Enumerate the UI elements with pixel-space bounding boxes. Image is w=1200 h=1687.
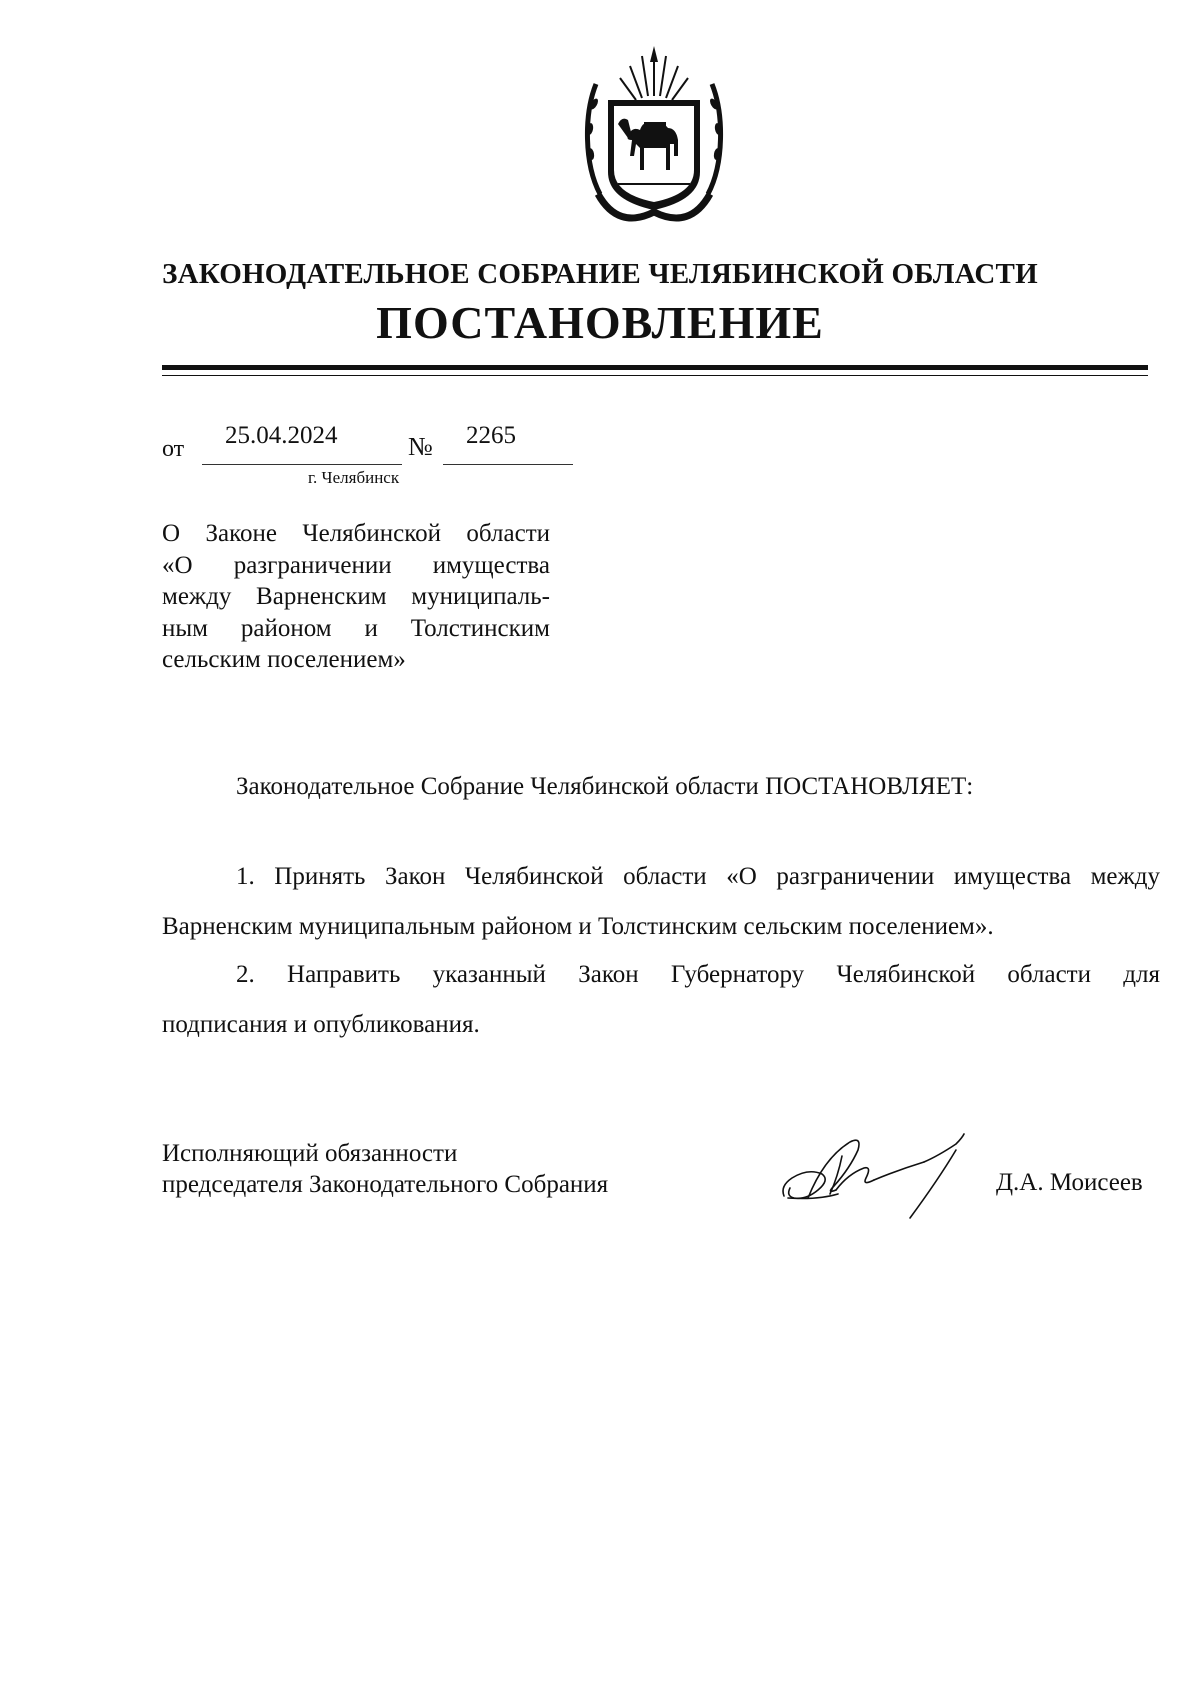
document-number: 2265 xyxy=(466,422,516,449)
resolution-item-line: 1. Принять Закон Челябинской области «О разграничении имущества между xyxy=(236,863,1160,890)
signer-role-line: председателя Законодательного Собрания xyxy=(162,1171,609,1198)
resolution-statement: Законодательное Собрание Челябинской области ПОСТАНОВЛЯЕТ: xyxy=(236,773,974,800)
subject-line: между Варненским муниципаль- xyxy=(162,583,550,610)
coat-of-arms-emblem xyxy=(578,44,730,232)
date-prefix: от xyxy=(162,436,185,462)
handwritten-signature xyxy=(778,1128,996,1224)
header-thick-rule xyxy=(162,365,1148,370)
resolution-item xyxy=(162,852,1160,952)
subject-line: ным районом и Толстинским xyxy=(162,614,550,642)
number-prefix: № xyxy=(408,432,433,461)
number-underline xyxy=(443,464,573,465)
resolution-item xyxy=(162,950,1160,1050)
document-type-title: ПОСТАНОВЛЕНИЕ xyxy=(376,297,824,348)
signer-role-line: Исполняющий обязанности xyxy=(162,1140,458,1167)
signer-name: Д.А. Моисеев xyxy=(996,1169,1143,1196)
document-subject xyxy=(162,518,550,676)
subject-line: сельским поселением» xyxy=(162,646,406,673)
signer-role xyxy=(162,1138,608,1200)
resolution-item-line: 2. Направить указанный Закон Губернатору Челябинской области для xyxy=(236,961,1160,988)
document-city: г. Челябинск xyxy=(308,468,400,487)
document-date: 25.04.2024 xyxy=(225,422,338,449)
resolution-item-line: подписания и опубликования. xyxy=(162,1011,480,1038)
date-underline xyxy=(202,464,402,465)
subject-line: «О разграничении имущества xyxy=(162,551,550,579)
resolution-item-line: Варненским муниципальным районом и Толстинским сельским поселением». xyxy=(162,913,994,940)
subject-line: О Законе Челябинской области xyxy=(162,520,550,547)
organization-name: ЗАКОНОДАТЕЛЬНОЕ СОБРАНИЕ ЧЕЛЯБИНСКОЙ ОБЛАСТИ xyxy=(162,258,1038,290)
header-thin-rule xyxy=(162,375,1148,376)
